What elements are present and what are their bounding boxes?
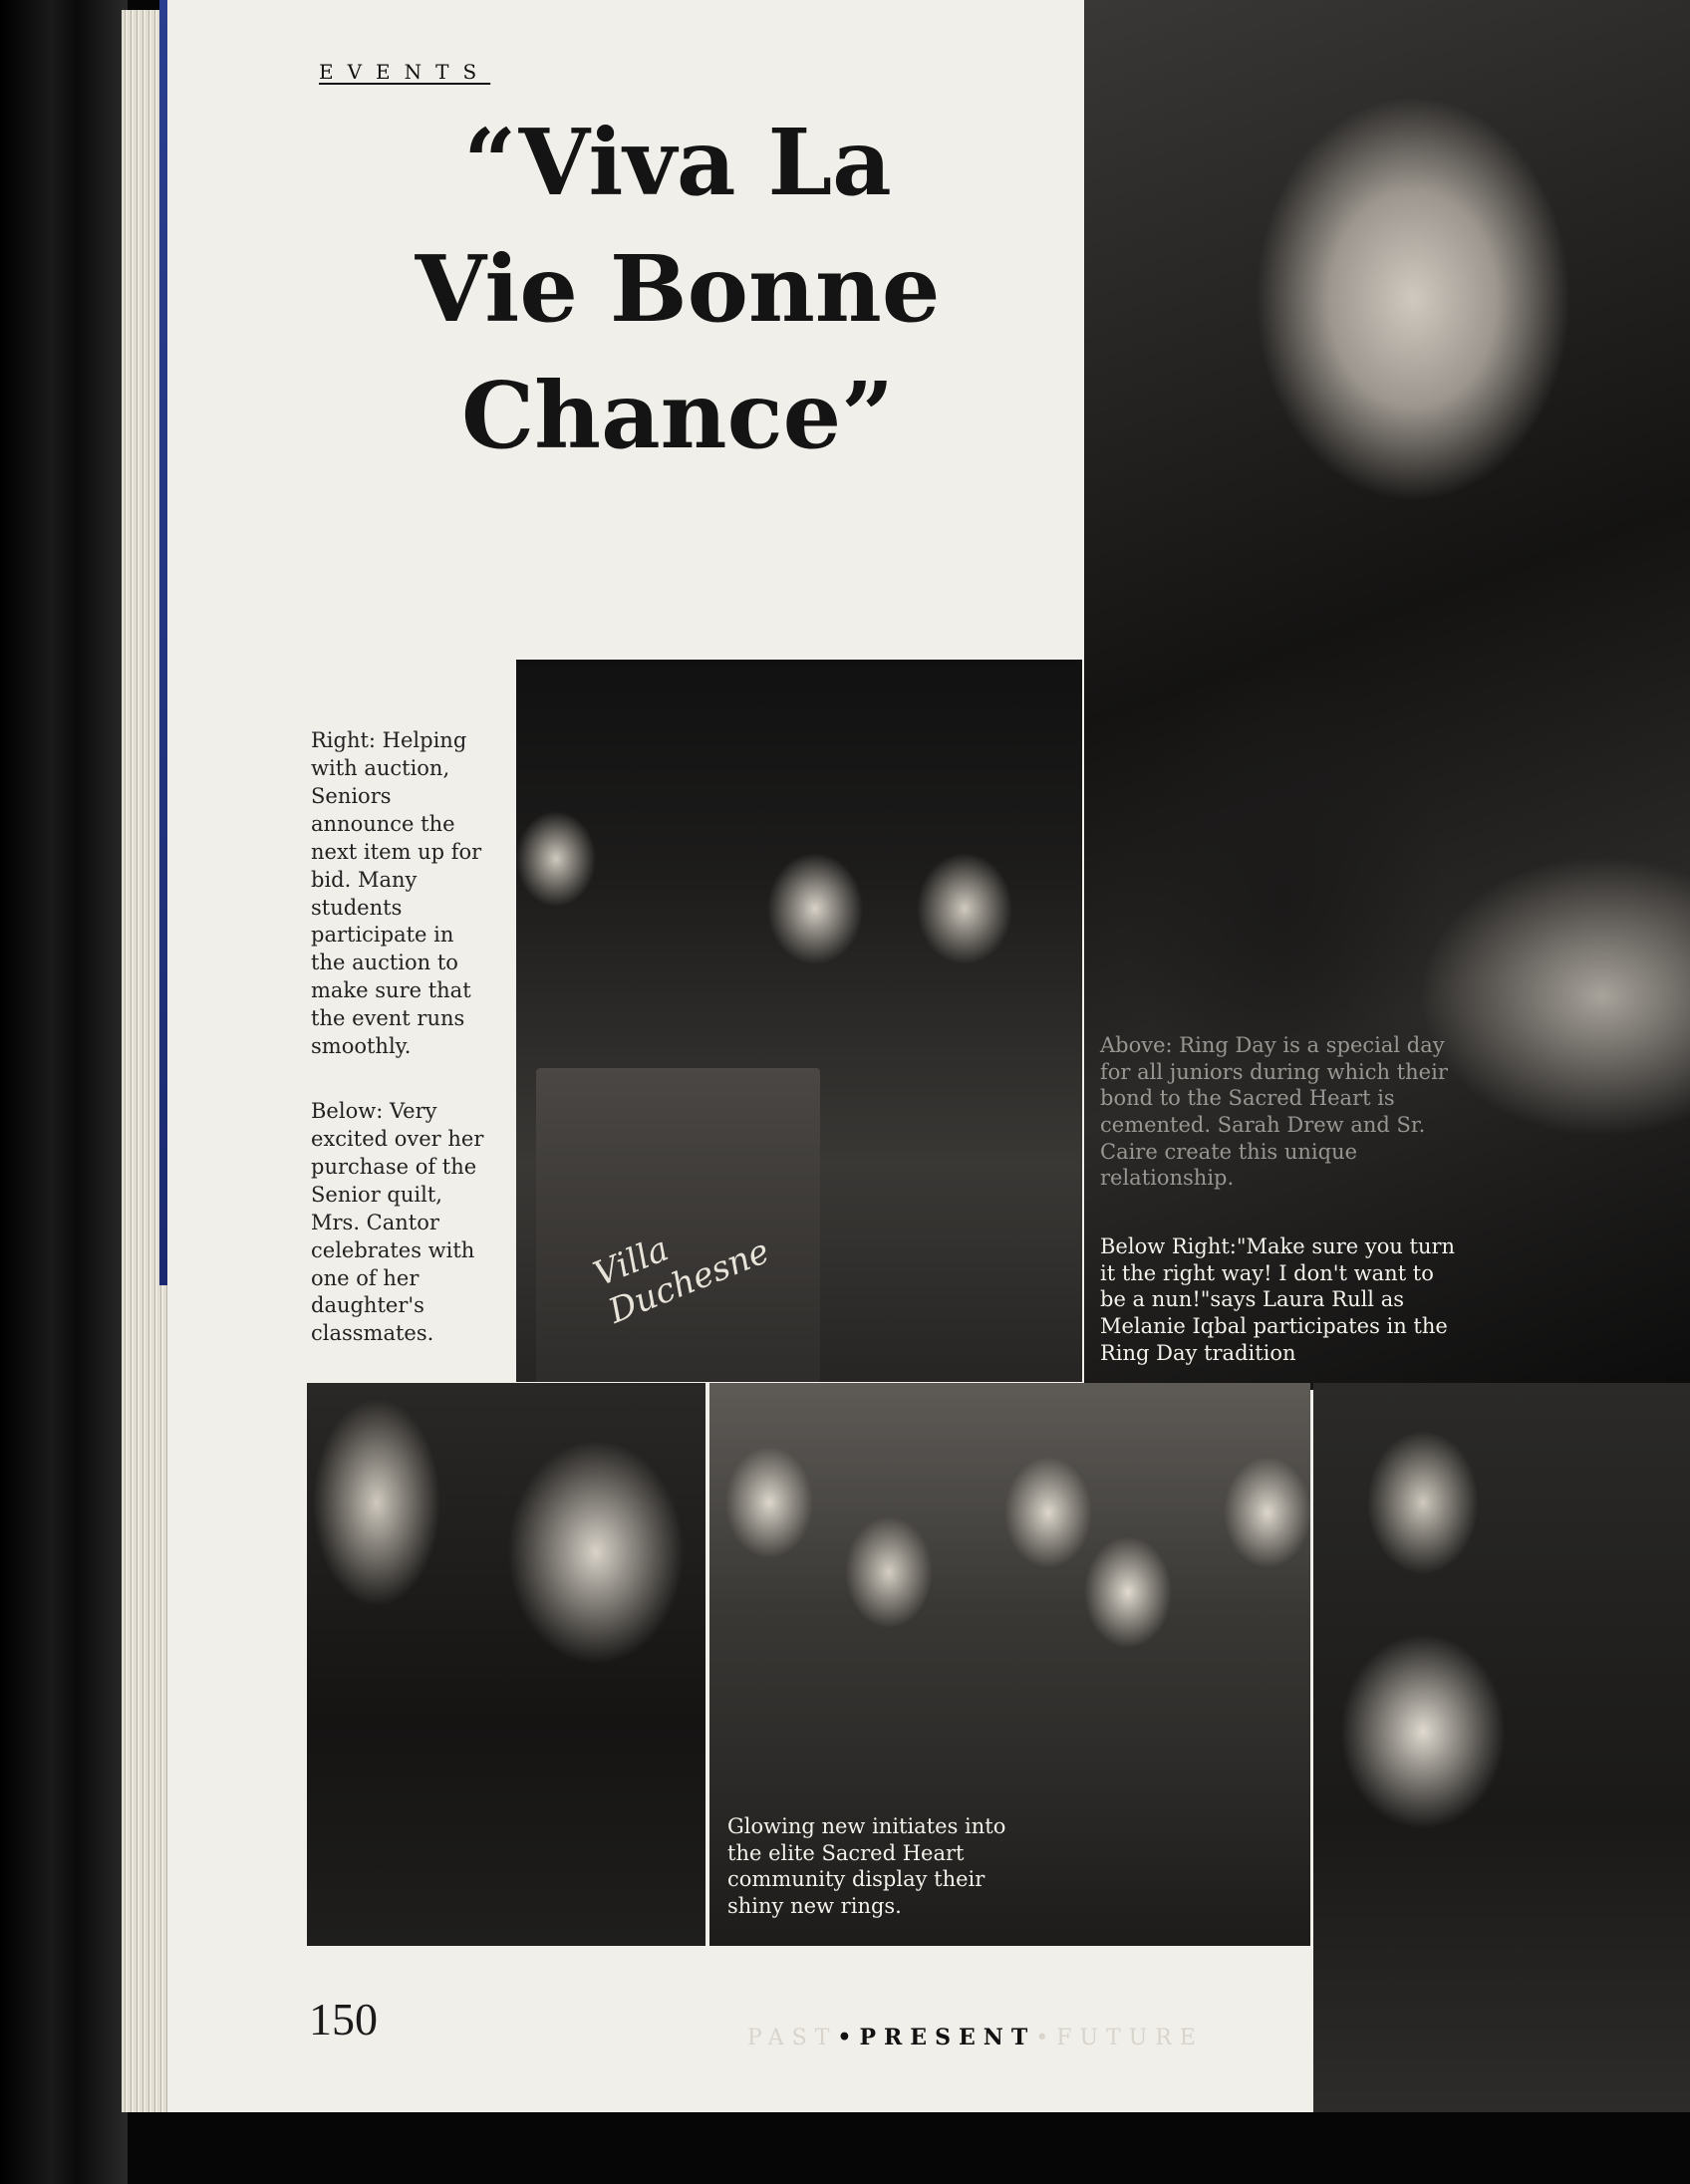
footer-separator: • bbox=[1035, 2026, 1057, 2050]
title-line-3: Chance” bbox=[460, 361, 895, 469]
caption-auction: Right: Helping with auction, Seniors announce the next item up for bid. Many students participate in the auction to make sure that the event runs smoothly. bbox=[311, 728, 482, 1059]
footer-past: PAST bbox=[747, 2026, 838, 2050]
podium-lettering: Villa Duchesne bbox=[588, 1228, 775, 1332]
footer-present: PRESENT bbox=[859, 2025, 1036, 2050]
caption-rings: Glowing new initiates into the elite Sacred Heart community display their shiny new rings. bbox=[727, 1814, 1006, 1918]
photo-ring-ceremony bbox=[1313, 1383, 1690, 2112]
book-spine bbox=[0, 0, 128, 2184]
page-number: 150 bbox=[309, 1994, 378, 2045]
photo-quilt-purchase bbox=[307, 1383, 705, 1946]
caption-below-right: Below Right:"Make sure you turn it the right way! I don't want to be a nun!"says Laura Rull as Melanie Iqbal participates in the Ring Day tradition bbox=[1100, 1234, 1456, 1365]
caption-quilt: Below: Very excited over her purchase of the Senior quilt, Mrs. Cantor celebrates with one of her daughter's classmates. bbox=[311, 1099, 484, 1346]
footer-motto bbox=[747, 2025, 1204, 2050]
footer-future: FUTURE bbox=[1056, 2026, 1204, 2050]
photo-new-rings bbox=[709, 1383, 1310, 1946]
title-line-1: “Viva La bbox=[463, 109, 892, 216]
title-line-2: Vie Bonne bbox=[415, 234, 941, 343]
page-title bbox=[299, 100, 1056, 479]
photo-ring-day-portrait bbox=[1084, 0, 1690, 1390]
section-label: EVENTS bbox=[319, 60, 491, 84]
footer-separator: • bbox=[837, 2025, 860, 2050]
photo-auction bbox=[516, 660, 1082, 1382]
caption-ring-day: Above: Ring Day is a special day for all juniors during which their bond to the Sacred Heart is cemented. Sarah Drew and Sr. Caire create this unique relationship. bbox=[1100, 1033, 1448, 1191]
podium bbox=[536, 1068, 820, 1382]
